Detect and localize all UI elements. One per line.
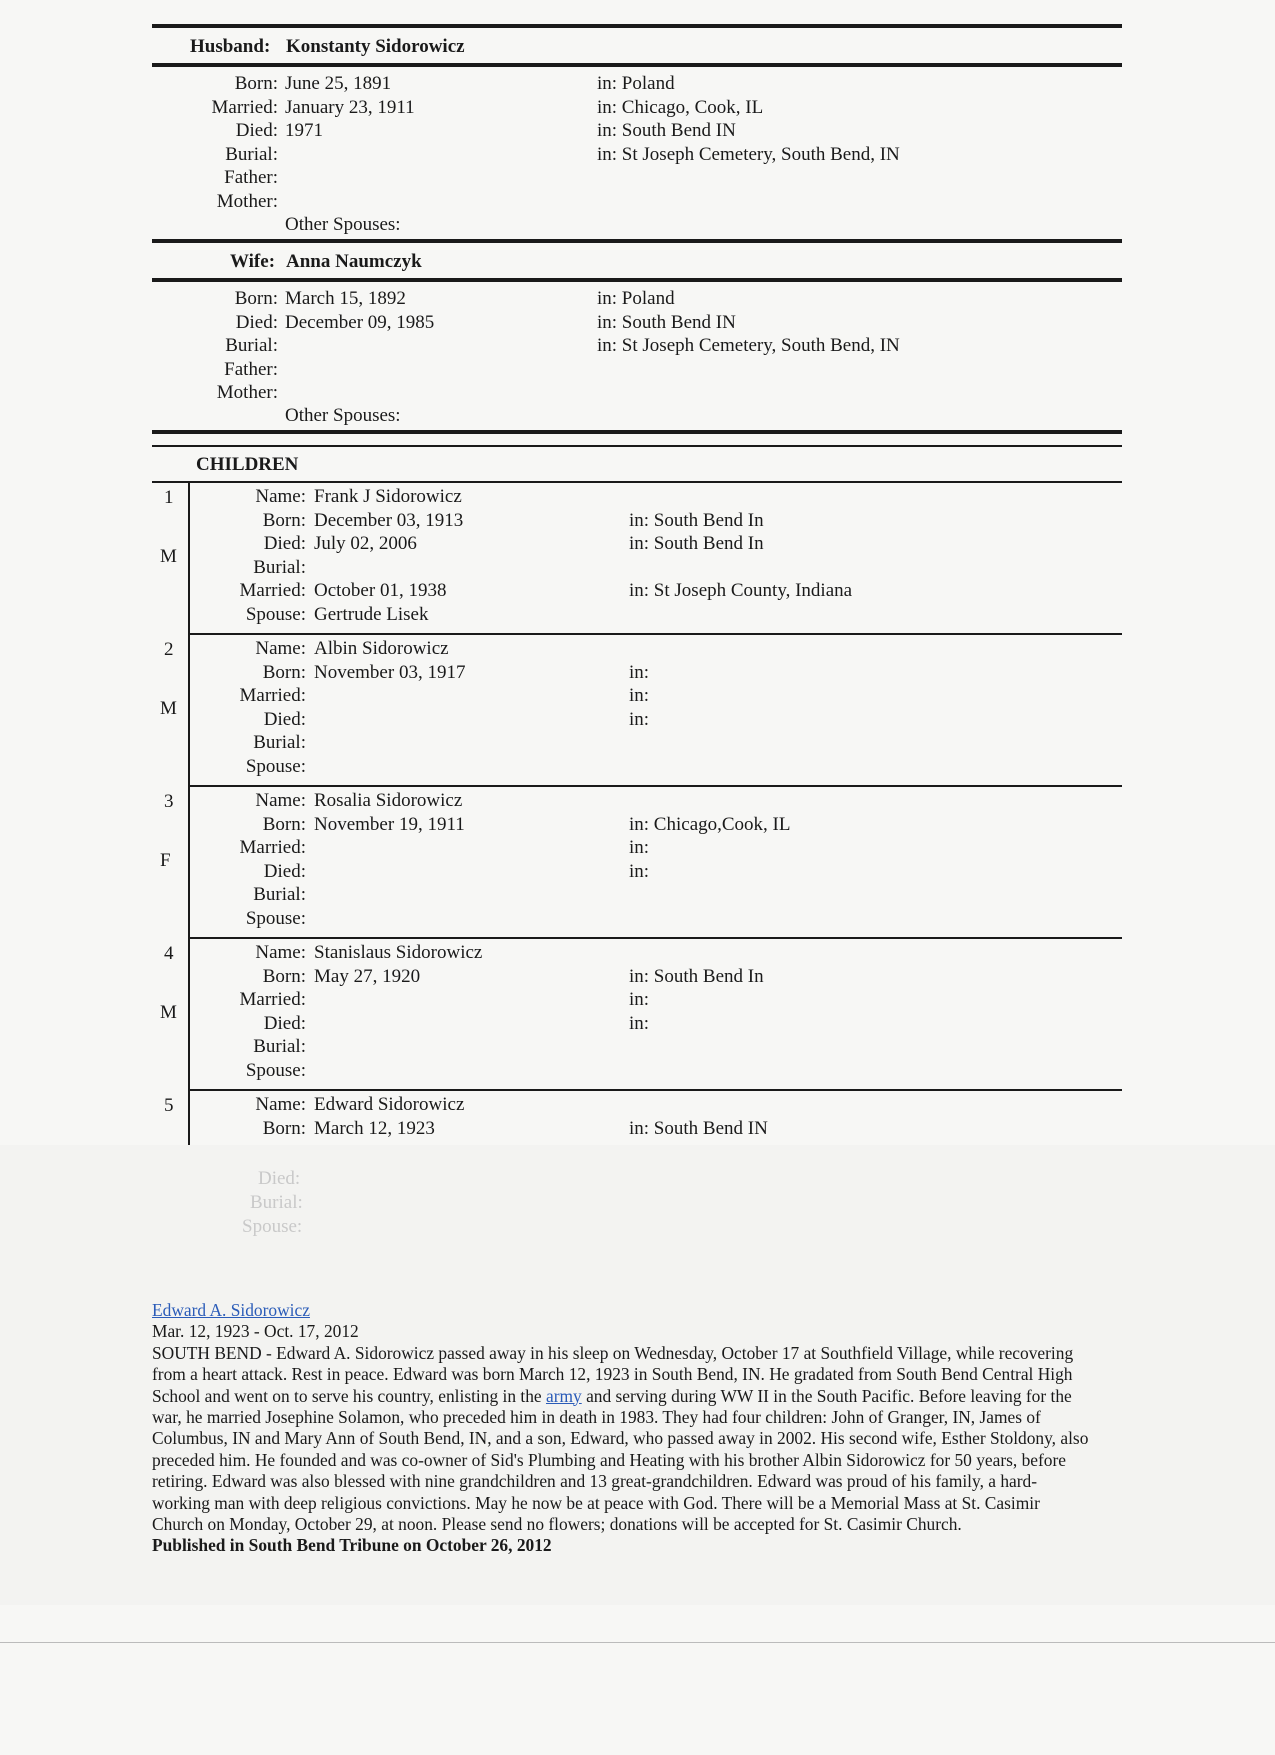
- child-field-place: in: South Bend In: [629, 509, 764, 531]
- child-field-label: Spouse:: [245, 603, 306, 625]
- child-field-label: Died:: [263, 1012, 306, 1034]
- child-divider: [188, 1091, 190, 1145]
- husband-field-label: Father:: [224, 167, 278, 188]
- children-heading: CHILDREN: [196, 454, 299, 475]
- obituary-dates: Mar. 12, 1923 - Oct. 17, 2012: [152, 1321, 359, 1342]
- children-heading-rule: [152, 481, 1122, 483]
- husband-field-label: Burial:: [225, 143, 278, 165]
- child-field-label: Married:: [239, 685, 306, 706]
- child-field-label: Burial:: [253, 1036, 306, 1057]
- child-sex: M: [160, 698, 177, 719]
- child-field-value: Frank J Sidorowicz: [314, 486, 462, 507]
- husband-field-place: in: St Joseph Cemetery, South Bend, IN: [597, 143, 900, 165]
- child-field-label: Born:: [262, 509, 306, 531]
- child-sex: F: [160, 850, 171, 871]
- obituary: [152, 1300, 1092, 1557]
- scan-edge-line: [0, 1642, 1275, 1643]
- child-field-place: in:: [629, 860, 650, 882]
- child-field-value: Rosalia Sidorowicz: [314, 790, 463, 811]
- obituary-published: Published in South Bend Tribune on October 26, 2012: [152, 1535, 552, 1556]
- wife-field-label: Died:: [235, 311, 278, 333]
- husband-field-place: in: South Bend IN: [597, 120, 736, 141]
- husband-field-label: Mother:: [216, 190, 278, 212]
- husband-field-place: in: Poland: [597, 73, 675, 94]
- child-number: 1: [164, 487, 174, 508]
- child-separator: [190, 633, 1122, 635]
- child-field-value: Albin Sidorowicz: [314, 638, 449, 659]
- child-number: 5: [164, 1095, 174, 1116]
- child-field-label: Married:: [239, 580, 306, 601]
- husband-rule: [152, 63, 1122, 67]
- child-field-label: Born:: [262, 813, 306, 835]
- wife-field-label: Father:: [224, 358, 278, 380]
- child-field-place: in: Chicago,Cook, IL: [629, 813, 791, 835]
- child-field-label: Died:: [263, 533, 306, 554]
- child-number: 2: [164, 639, 174, 660]
- child-field-label: Born:: [262, 965, 306, 987]
- wife-heading-label: Wife:: [230, 251, 276, 272]
- child-field-value: Edward Sidorowicz: [314, 1094, 465, 1115]
- wife-other-spouses: Other Spouses:: [285, 405, 401, 426]
- husband-field-value: 1971: [285, 120, 323, 141]
- child-sex: M: [160, 546, 177, 567]
- child-sex: M: [160, 1002, 177, 1023]
- child-field-label: Burial:: [253, 732, 306, 753]
- children-top-rule: [152, 430, 1122, 434]
- child-field-value: November 19, 1911: [314, 813, 465, 835]
- wife-field-place: in: South Bend IN: [597, 311, 736, 333]
- child-field-label: Died:: [263, 860, 306, 882]
- husband-field-label: Married:: [211, 96, 278, 118]
- wife-field-place: in: St Joseph Cemetery, South Bend, IN: [597, 335, 900, 356]
- wife-top-rule: [152, 239, 1122, 243]
- top-rule: [152, 24, 1122, 28]
- child-field-label: Burial:: [253, 556, 306, 578]
- child-field-label: Name:: [255, 790, 306, 811]
- child-field-place: in:: [629, 1012, 650, 1034]
- wife-field-label: Mother:: [216, 382, 278, 403]
- child-field-place: in: South Bend In: [629, 965, 764, 987]
- husband-field-label: Died:: [235, 120, 278, 141]
- child-field-value: May 27, 1920: [314, 965, 421, 987]
- child-field-place: in:: [629, 989, 650, 1010]
- husband-field-value: June 25, 1891: [285, 73, 392, 94]
- obituary-body: [152, 1343, 1092, 1536]
- child-separator: [190, 785, 1122, 787]
- wife-field-label: Born:: [234, 288, 278, 309]
- obituary-text-1: SOUTH BEND - Edward A. Sidorowicz passed away in his sleep on Wednesday, October 17 at Southfield Village, while recovering from a heart attack. Rest in peace. Edward was born March 12, 1923 in South Bend, IN. He gradated from South Bend Central High School and went on to serve his country, enlisting in the: [152, 1342, 1074, 1406]
- wife-field-value: December 09, 1985: [285, 311, 435, 333]
- child-field-value: March 12, 1923: [314, 1117, 435, 1139]
- child-field-label: Name:: [255, 486, 306, 507]
- faint-spouse-label: Spouse:: [242, 1216, 303, 1237]
- husband-name: Konstanty Sidorowicz: [286, 36, 465, 57]
- child-number: 3: [164, 791, 174, 812]
- child-field-label: Spouse:: [245, 907, 306, 929]
- child-field-value: Gertrude Lisek: [314, 603, 429, 625]
- child-separator: [190, 1089, 1122, 1091]
- child-field-label: Born:: [262, 661, 306, 683]
- child-field-label: Born:: [262, 1117, 306, 1139]
- child-field-label: Spouse:: [245, 1059, 306, 1081]
- wife-field-place: in: Poland: [597, 288, 675, 309]
- child-field-label: Name:: [255, 942, 306, 963]
- child-field-label: Burial:: [253, 884, 306, 905]
- child-divider: [188, 787, 190, 939]
- husband-heading-label: Husband:: [190, 36, 271, 57]
- wife-field-label: Burial:: [225, 335, 278, 356]
- child-divider: [188, 483, 190, 635]
- faint-died-label: Died:: [258, 1168, 301, 1189]
- obituary-name-link[interactable]: Edward A. Sidorowicz: [152, 1300, 310, 1320]
- husband-field-value: January 23, 1911: [285, 96, 415, 118]
- child-field-place: in:: [629, 708, 650, 730]
- obituary-text-2: and serving during WW II in the South Pacific. Before leaving for the war, he married Josephine Solamon, who preceded him in death in 1983. They had four children: John of Granger, IN, James of Columbus, IN and Mary Ann of South Bend, IN, and a son, Edward, who passed away in 2002. His second wife, Esther Stoldony, also preceded him. He founded and was co-owner of Sid's Plumbing and Heating with his brother Albin Sidorowicz for 50 years, before retiring. Edward was also blessed with nine grandchildren and 13 great-grandchildren. Edward was proud of his family, a hard-working man with deep religious convictions. May he now be at peace with God. There will be a Memorial Mass at St. Casimir Church on Monday, October 29, at noon. Please send no flowers; donations will be accepted for St. Casimir Church.: [152, 1385, 1089, 1535]
- child-field-label: Name:: [255, 1094, 306, 1115]
- wife-rule: [152, 278, 1122, 282]
- child-field-label: Spouse:: [245, 755, 306, 777]
- wife-field-value: March 15, 1892: [285, 288, 406, 309]
- child-field-place: in: St Joseph County, Indiana: [629, 580, 853, 601]
- child-field-label: Name:: [255, 638, 306, 659]
- child-field-place: in:: [629, 685, 650, 706]
- child-separator: [190, 937, 1122, 939]
- child-field-value: July 02, 2006: [314, 533, 417, 554]
- child-field-value: October 01, 1938: [314, 580, 447, 601]
- faint-burial-label: Burial:: [250, 1192, 303, 1213]
- child-field-place: in: South Bend IN: [629, 1117, 768, 1139]
- army-link[interactable]: army: [545, 1385, 582, 1406]
- child-number: 4: [164, 943, 174, 964]
- child-divider: [188, 939, 190, 1091]
- wife-name: Anna Naumczyk: [286, 251, 422, 272]
- husband-field-label: Born:: [234, 73, 278, 94]
- children-double-rule: [152, 445, 1122, 447]
- child-field-place: in: South Bend In: [629, 533, 764, 554]
- child-field-label: Married:: [239, 837, 306, 858]
- child-field-label: Married:: [239, 989, 306, 1010]
- child-field-value: Stanislaus Sidorowicz: [314, 942, 483, 963]
- child-field-place: in:: [629, 837, 650, 858]
- child-field-value: November 03, 1917: [314, 661, 466, 683]
- child-field-value: December 03, 1913: [314, 509, 464, 531]
- husband-other-spouses: Other Spouses:: [285, 214, 401, 235]
- husband-field-place: in: Chicago, Cook, IL: [597, 96, 764, 118]
- child-field-place: in:: [629, 661, 650, 683]
- child-field-label: Died:: [263, 708, 306, 730]
- child-divider: [188, 635, 190, 787]
